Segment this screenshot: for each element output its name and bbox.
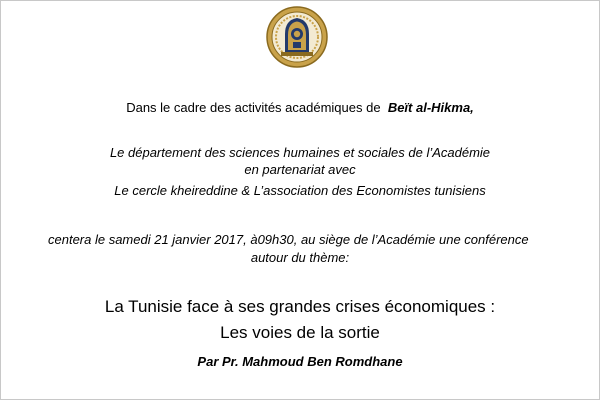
intro-line	[0, 100, 600, 116]
department-line-2: en partenariat avec	[244, 162, 356, 177]
conference-title-line-2: Les voies de la sortie	[220, 323, 380, 342]
event-line-1: centera le samedi 21 janvier 2017, à09h30, au siège de l’Académie une conférence	[48, 232, 529, 247]
event-line-2: autour du thème:	[250, 250, 350, 265]
department-line-3: Le cercle kheireddine & L’association des Economistes tunisiens	[114, 183, 486, 198]
intro-text: Dans le cadre des activités académiques de	[126, 100, 381, 115]
department-line-1: Le département des sciences humaines et sociales de l’Académie	[109, 145, 491, 160]
conference-speaker: Par Pr. Mahmoud Ben Romdhane	[197, 354, 403, 369]
conference-title-line-1: La Tunisie face à ses grandes crises économiques :	[104, 297, 496, 316]
beit-al-hikma-emblem-logo	[266, 4, 328, 70]
institution-name: Beït al-Hikma,	[387, 100, 474, 115]
